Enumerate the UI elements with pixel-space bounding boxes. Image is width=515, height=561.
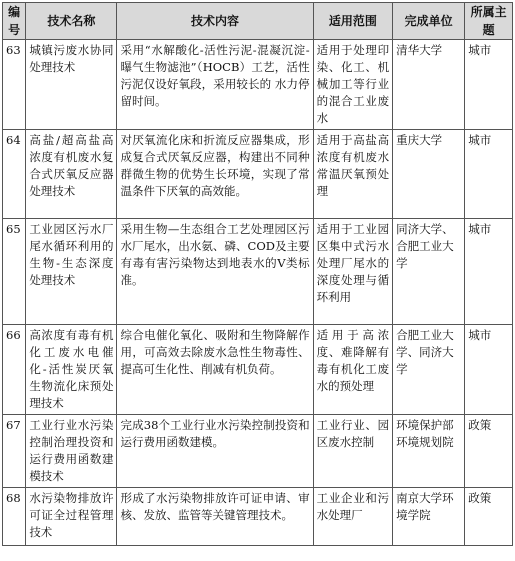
cell-theme: 政策: [465, 415, 513, 488]
table-row: [3, 488, 513, 546]
cell-unit: 环境保护部环境规划院: [393, 415, 465, 488]
cell-content: 采用生物—生态组合工艺处理园区污水厂尾水，出水氨、磷、COD及主要有毒有害污染物达到地表水的Ⅴ类标准。: [117, 219, 313, 325]
cell-content: 完成38个工业行业水污染控制投资和运行费用函数建模。: [117, 415, 313, 488]
cell-scope: 适用于处理印染、化工、机械加工等行业的混合工业废水: [313, 40, 393, 130]
cell-theme: 城市: [465, 130, 513, 219]
cell-no: 64: [3, 130, 26, 219]
cell-theme: 城市: [465, 325, 513, 415]
cell-theme: 城市: [465, 219, 513, 325]
cell-content: 形成了水污染物排放许可证申请、审核、发放、监管等关键管理技术。: [117, 488, 313, 546]
cell-name: 高盐/超高盐高浓度有机废水复合式厌氧反应器处理技术: [26, 130, 117, 219]
cell-no: 68: [3, 488, 26, 546]
cell-no: 67: [3, 415, 26, 488]
cell-name: 水污染物排放许可证全过程管理技术: [26, 488, 117, 546]
header-content: 技术内容: [117, 3, 313, 40]
cell-no: 63: [3, 40, 26, 130]
cell-scope: 适用于高浓度、难降解有毒有机化工废水的预处理: [313, 325, 393, 415]
cell-scope: 工业行业、园区废水控制: [313, 415, 393, 488]
cell-content: 综合电催化氧化、吸附和生物降解作用，可高效去除废水急性生物毒性、提高可生化性、削减有机负荷。: [117, 325, 313, 415]
header-scope: 适用范围: [313, 3, 393, 40]
cell-scope: 适用于工业园区集中式污水处理厂尾水的深度处理与循环利用: [313, 219, 393, 325]
cell-name: 城镇污废水协同处理技术: [26, 40, 117, 130]
table-row: [3, 40, 513, 130]
cell-name: 高浓度有毒有机化工废水电催化-活性炭厌氧生物流化床预处理技术: [26, 325, 117, 415]
technology-table: [2, 2, 513, 546]
table-row: [3, 130, 513, 219]
cell-unit: 合肥工业大学、同济大学: [393, 325, 465, 415]
cell-name: 工业行业水污染控制治理投资和运行费用函数建模技术: [26, 415, 117, 488]
header-no: 编号: [3, 3, 26, 40]
cell-no: 66: [3, 325, 26, 415]
cell-unit: 南京大学环境学院: [393, 488, 465, 546]
cell-unit: 清华大学: [393, 40, 465, 130]
cell-scope: 适用于高盐高浓度有机废水常温厌氧预处理: [313, 130, 393, 219]
cell-theme: 政策: [465, 488, 513, 546]
cell-no: 65: [3, 219, 26, 325]
cell-unit: 重庆大学: [393, 130, 465, 219]
table-row: [3, 219, 513, 325]
header-row: [3, 3, 513, 40]
cell-scope: 工业企业和污水处理厂: [313, 488, 393, 546]
cell-content: 采用“水解酸化-活性污泥-混凝沉淀-曝气生物滤池”（HOCB）工艺，活性污泥仅设好氧段，采用较长的 水力停留时间。: [117, 40, 313, 130]
table-row: [3, 415, 513, 488]
table-row: [3, 325, 513, 415]
cell-content: 对厌氧流化床和折流反应器集成，形成复合式厌氧反应器，构建出不同种群微生物的优势生长环境，实现了常温条件下厌氧的高效能。: [117, 130, 313, 219]
header-theme: 所属主题: [465, 3, 513, 40]
cell-unit: 同济大学、合肥工业大学: [393, 219, 465, 325]
header-unit: 完成单位: [393, 3, 465, 40]
header-name: 技术名称: [26, 3, 117, 40]
cell-theme: 城市: [465, 40, 513, 130]
cell-name: 工业园区污水厂尾水循环利用的生物-生态深度处理技术: [26, 219, 117, 325]
